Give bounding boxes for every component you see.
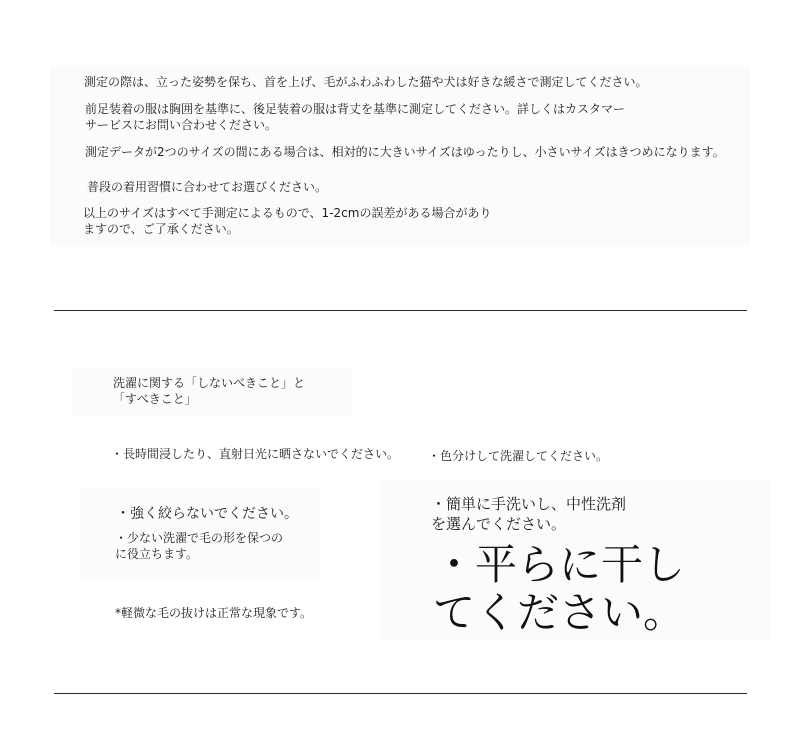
washing-do-separate: ・色分けして洗濯してください。 — [428, 449, 609, 463]
sizing-note-error-margin: 以上のサイズはすべて手測定によるもので、1-2cmの誤差がある場合があり ますので、ご了承ください。 — [83, 206, 492, 236]
sizing-note-posture: 測定の際は、立った姿勢を保ち、首を上げ、毛がふわふわした猫や犬は好きな緩さで測定してください。 — [84, 75, 648, 89]
washing-dont-soak: ・長時間浸したり、直射日光に晒さないでください。 — [111, 447, 400, 461]
sizing-note-reference: 前足装着の服は胸囲を基準に、後足装着の服は背丈を基準に測定してください。詳しくはカスタマー サービスにお問い合わせください。 — [85, 102, 626, 132]
sizing-note-habit: 普段の着用習慣に合わせてお選びください。 — [87, 180, 328, 194]
washing-heading: 洗濯に関する「しないべきこと」と 「すべきこと」 — [113, 376, 306, 406]
washing-do-handwash: ・簡単に手洗いし、中性洗剤 を選んでください。 — [431, 495, 627, 534]
washing-dont-wring-note: ・少ない洗濯で毛の形を保つの に役立ちます。 — [115, 531, 284, 561]
washing-do-dry-flat: ・平らに干し てください。 — [433, 540, 686, 637]
divider — [54, 693, 747, 694]
divider — [54, 310, 747, 311]
sizing-note-between-sizes: 測定データが2つのサイズの間にある場合は、相対的に大きいサイズはゆったりし、小さいサイズはきつめになります。 — [85, 145, 725, 159]
washing-dont-wring: ・強く絞らないでください。 — [116, 506, 298, 522]
washing-shedding-note: *軽微な毛の抜けは正常な現象です。 — [115, 606, 313, 620]
